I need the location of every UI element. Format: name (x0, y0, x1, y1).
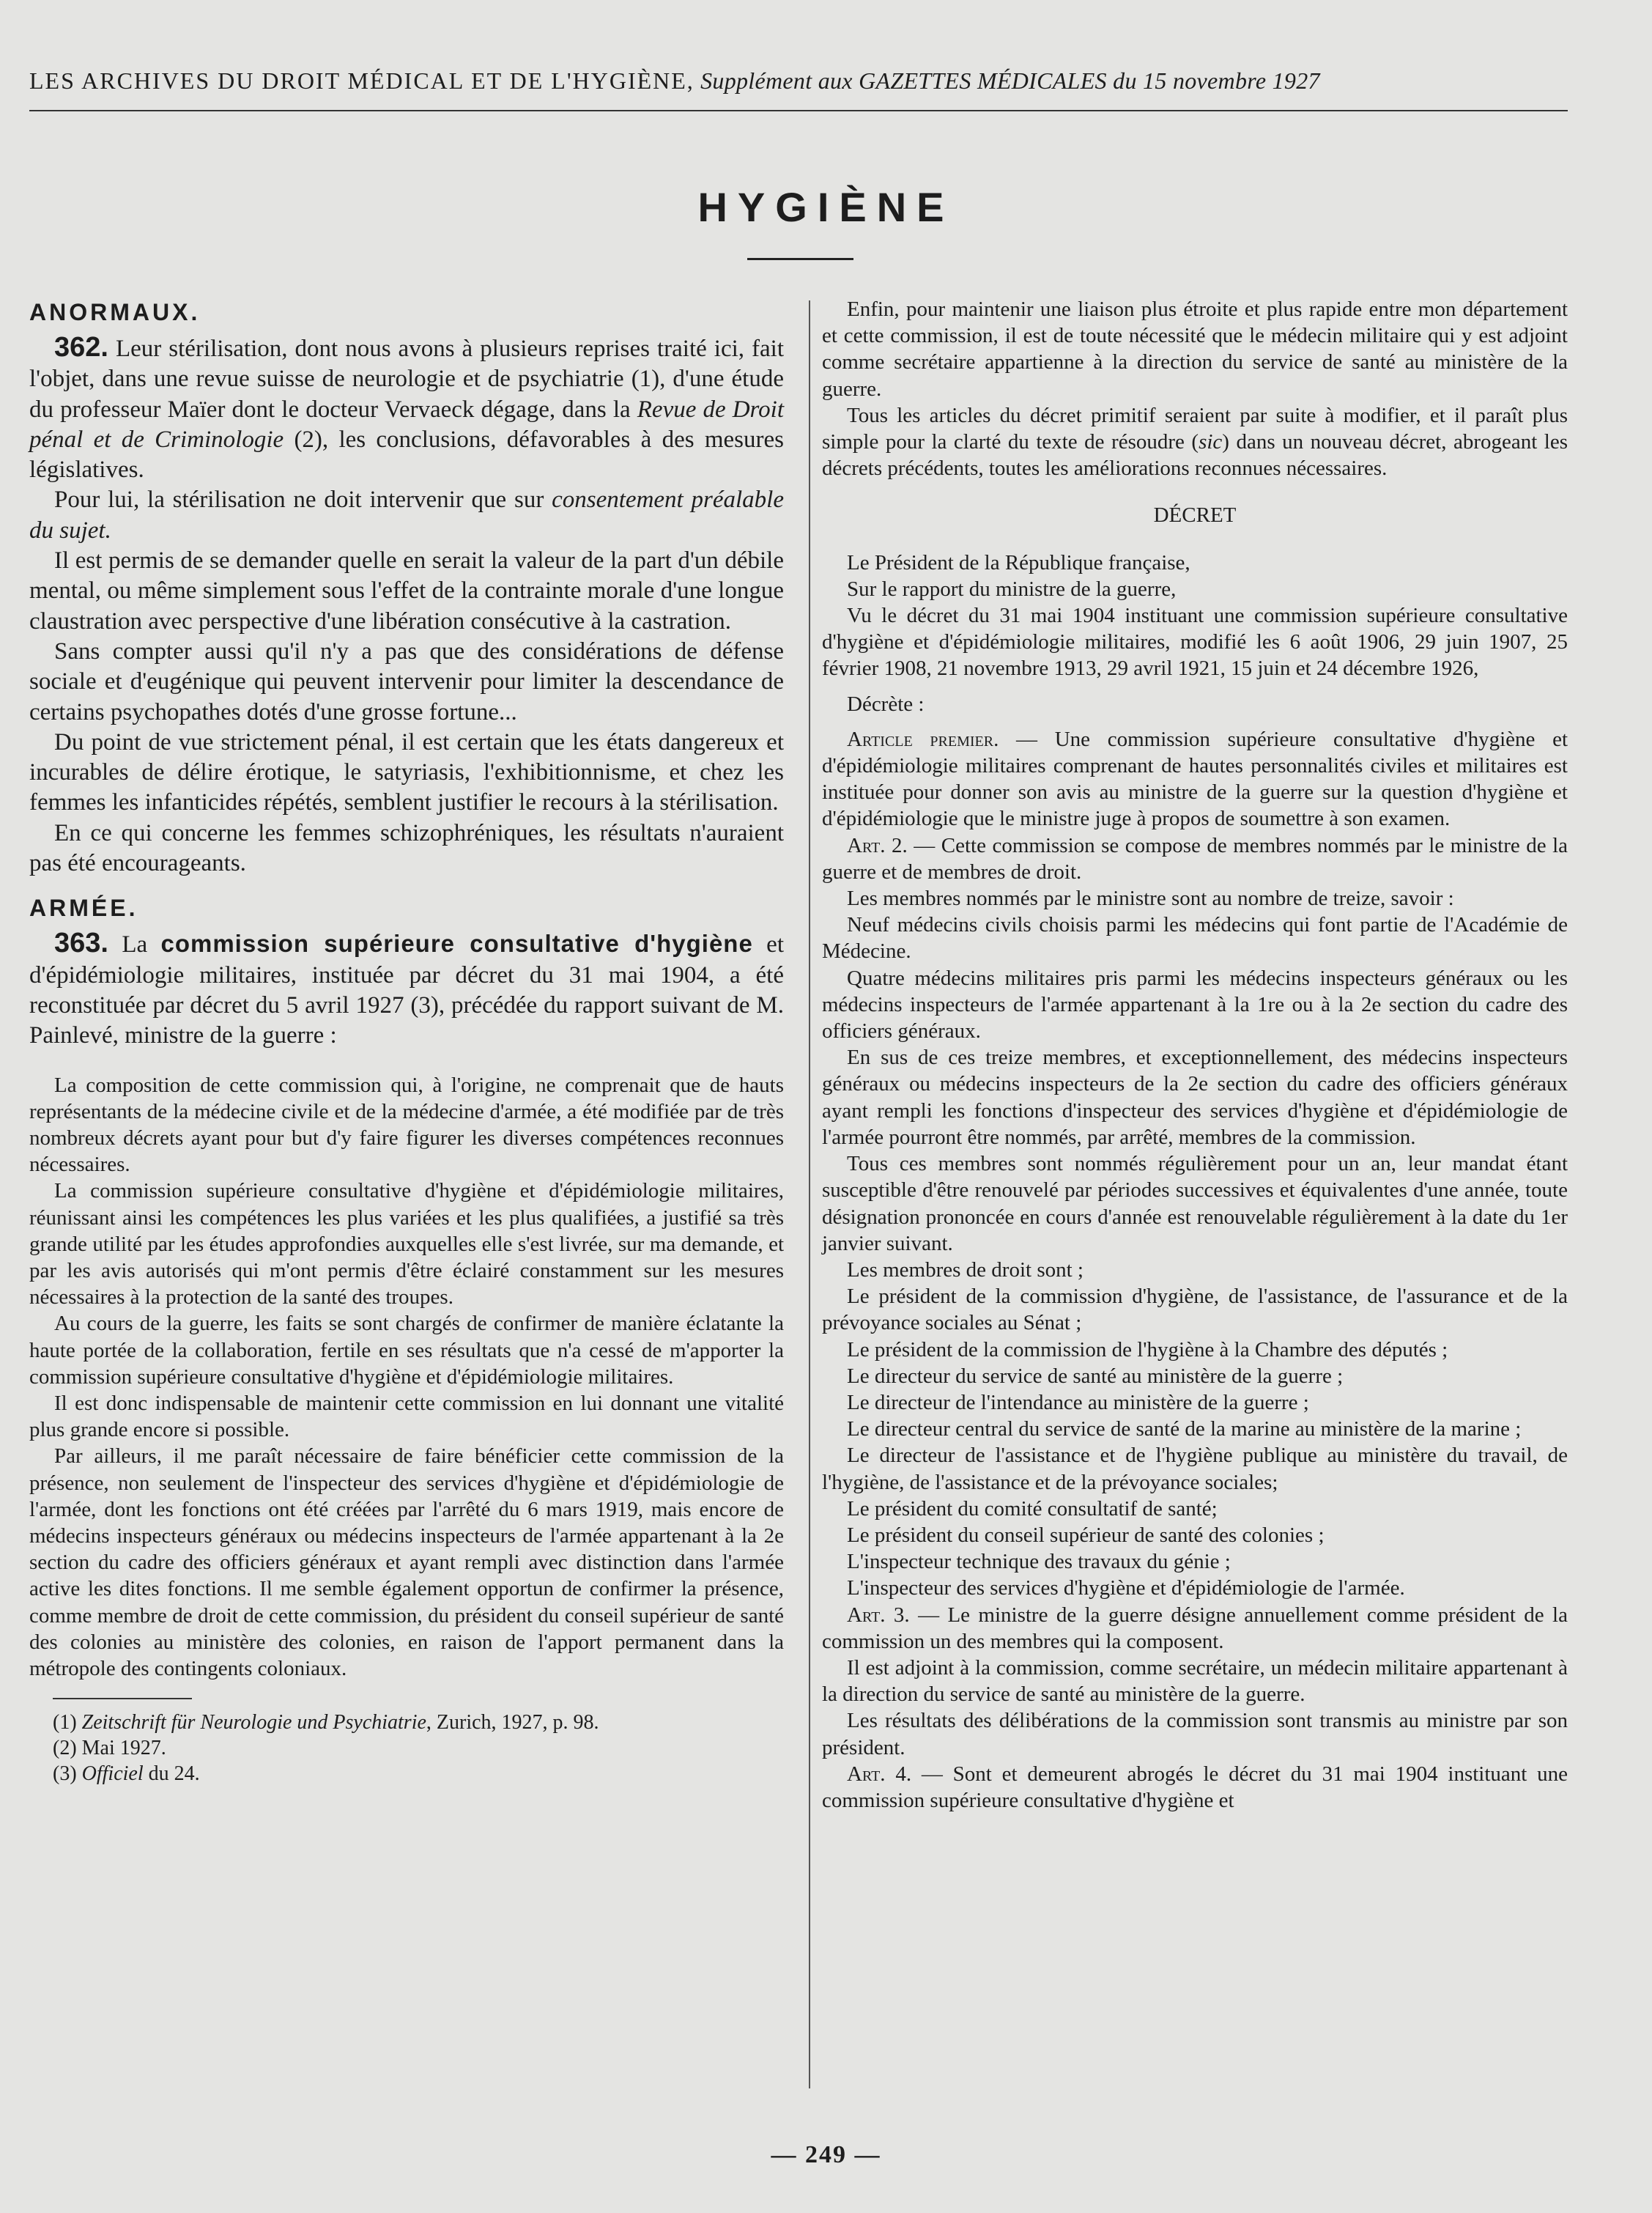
report-paragraph: La composition de cette commission qui, à l'origine, ne comprenait que de hauts représentants de la médecine civile et de la médecine d'armée, a été modifiée par de très nombreux décrets ayant pour but d'y faire figurer les diverses compétences reconnues nécessaires. (29, 1073, 784, 1177)
journal-title: Revue de Droit pénal et de Criminologie (29, 396, 784, 453)
page-number: — 249 — (771, 2141, 881, 2168)
commission-name: commission supérieure consultative d'hygiène (160, 930, 753, 958)
article-1: Article premier. — Une commission supérieure consultative d'hygiène et d'épidémiologie militaires comprenant de hautes personnalités civiles et militaires est instituée pour donner son avis au ministre de la guerre sur la question d'hygiène et d'épidémiologie que le ministre juge à propos de soumettre à son examen. (822, 727, 1568, 831)
paragraph: Les membres de droit sont ; (847, 1257, 1084, 1282)
paragraph: En ce qui concerne les femmes schizophréniques, les résultats n'auraient pas été encourageants. (29, 819, 784, 877)
paragraph: Les membres nommés par le ministre sont au nombre de treize, savoir : (847, 887, 1454, 911)
section-title: HYGIÈNE (697, 184, 955, 230)
decret-heading: DÉCRET (1153, 503, 1237, 528)
column-divider (809, 300, 810, 2088)
article-363-intro: 363. La commission supérieure consultative d'hygiène et d'épidémiologie militaires, instituée par décret du 31 mai 1904, a été reconstituée par décret du 5 avril 1927 (3), précédée du rapport suivant de M. Painlevé, ministre de la guerre : (29, 928, 784, 1049)
article-362-intro: 362. Leur stérilisation, dont nous avons à plusieurs reprises traité ici, fait l'objet, dans une revue suisse de neurologie et de psychiatrie (1), d'une étude du professeur Maïer dont le docteur Vervaeck dégage, dans la Revue de Droit pénal et de Criminologie (2), les conclusions, défavorables à des mesures législatives. (29, 332, 785, 484)
report-paragraph: La commission supérieure consultative d'hygiène et d'épidémiologie militaires, réunissant ainsi les compétences les plus variées et les plus qualifiées, a justifié sa très grande utilité par les études approfondies auxquelles elle s'est livrée, sur ma demande, et par les avis autorisés qui m'ont permis d'être éclairé constamment sur les mesures nécessaires à la protection de la santé des troupes. (29, 1179, 784, 1309)
decree-preamble: Vu le décret du 31 mai 1904 instituant une commission supérieure consultative d'hygiène et d'épidémiologie militaires, modifié les 6 août 1906, 29 juin 1907, 25 février 1908, 21 novembre 1913, 29 avril 1921, 15 juin et 24 décembre 1926, (822, 604, 1568, 681)
report-paragraph: Tous les articles du décret primitif seraient par suite à modifier, et il paraît plus simple pour la clarté du texte de résoudre (sic) dans un nouveau décret, abrogeant les décrets précédents, toutes les améliorations reconnues nécessaires. (822, 403, 1568, 481)
member-item: L'inspecteur technique des travaux du génie ; (847, 1550, 1231, 1574)
article-4: Art. 4. — Sont et demeurent abrogés le décret du 31 mai 1904 instituant une commission supérieure consultative d'hygiène et (822, 1762, 1568, 1812)
member-item: Le président de la commission d'hygiène, de l'assistance, de l'assurance et de la prévoyance sociales au Sénat ; (822, 1285, 1568, 1335)
paragraph: Sans compter aussi qu'il n'y a pas que des considérations de défense sociale et d'eugénique qui peuvent intervenir pour limiter la descendance de certains psychopathes dotés d'une grosse fortune... (29, 638, 784, 725)
decree-preamble: Le Président de la République française, (847, 550, 1190, 575)
report-paragraph: Enfin, pour maintenir une liaison plus étroite et plus rapide entre mon département et cette commission, il est de toute nécessité que le médecin militaire qui y est adjoint comme secrétaire appartienne à la direction du service de santé au ministère de la guerre. (822, 298, 1568, 401)
rubric-armee: ARMÉE. (29, 895, 138, 922)
rubric-anormaux: ANORMAUX. (29, 299, 201, 325)
footnote-2: (2) Mai 1927. (53, 1737, 166, 1760)
paragraph: Il est adjoint à la commission, comme secrétaire, un médecin militaire appartenant à la direction du service de santé au ministère de la guerre. (822, 1655, 1568, 1707)
paragraph: Tous ces membres sont nommés régulièrement pour un an, leur mandat étant susceptible d'être renouvelé par périodes successives et équivalentes d'une année, toute désignation prononcée en cours d'année est renouvelable régulièrement à la date du 1er janvier suivant. (822, 1152, 1568, 1255)
member-item: Le président de la commission de l'hygiène à la Chambre des députés ; (847, 1337, 1448, 1362)
paragraph: Les résultats des délibérations de la commission sont transmis au ministre par son président. (822, 1709, 1568, 1759)
article-label: Art. 2. (847, 833, 908, 857)
paragraph: En sus de ces treize membres, et exceptionnellement, des médecins inspecteurs généraux ou médecins inspecteurs de la 2e section du cadre des officiers généraux ayant rempli les fonctions d'inspecteur des services d'hygiène et d'épidémiologie de l'armée pourront être nommés, par arrêté, membres de la commission. (822, 1046, 1568, 1149)
paragraph: Pour lui, la stérilisation ne doit intervenir que sur consentement préalable du sujet. (29, 487, 784, 544)
article-3: Art. 3. — Le ministre de la guerre désigne annuellement comme président de la commission un des membres qui la composent. (822, 1603, 1568, 1653)
paragraph: Du point de vue strictement pénal, il est certain que les états dangereux et incurables de délire érotique, le satyriasis, l'exhibitionnisme, et chez les femmes les infanticides répétés, semblent justifier le recours à la stérilisation. (29, 728, 784, 816)
report-paragraph: Par ailleurs, il me paraît nécessaire de faire bénéficier cette commission de la présence, non seulement de l'inspecteur des services d'hygiène et d'épidémiologie de l'armée, dont les fonctions ont été créées par l'arrêté du 6 mars 1919, mais encore de médecins inspecteurs généraux ou médecins inspecteurs de l'armée appartenant à la 2e section du cadre des officiers généraux et ayant rempli avec distinction dans l'armée active les dites fonctions. Il me semble également opportun de confirmer la présence, comme membre de droit de cette commission, du président du conseil supérieur de santé des colonies au ministère des colonies, en raison de l'apport permanent dans la métropole des contingents coloniaux. (29, 1444, 784, 1680)
title-rule (747, 258, 853, 260)
decrete: Décrète : (847, 692, 925, 716)
article-label: Art. 3. (847, 1603, 910, 1627)
left-column (29, 296, 784, 1787)
header-rule (29, 110, 1568, 111)
article-number-363: 363. (54, 928, 108, 959)
member-item: Le directeur du service de santé au ministère de la guerre ; (847, 1364, 1344, 1388)
member-item: Le président du conseil supérieur de santé des colonies ; (847, 1523, 1325, 1547)
footnote-3: (3) Officiel du 24. (53, 1762, 200, 1786)
paragraph: Il est permis de se demander quelle en serait la valeur de la part d'un débile mental, ou même simplement sous l'effet de la contrainte morale d'une longue claustration avec perspective d'une libération consécutive à la castration. (29, 547, 784, 635)
article-2: Art. 2. — Cette commission se compose de membres nommés par le ministre de la guerre et de membres de droit. (822, 833, 1568, 884)
running-header (29, 67, 1568, 95)
decree-preamble: Sur le rapport du ministre de la guerre, (847, 577, 1177, 601)
member-item: Le directeur central du service de santé de la marine au ministère de la marine ; (847, 1417, 1522, 1441)
member-item: L'inspecteur des services d'hygiène et d'épidémiologie de l'armée. (847, 1576, 1405, 1600)
paragraph: Neuf médecins civils choisis parmi les médecins qui font partie de l'Académie de Médecine. (822, 913, 1568, 964)
running-header-journal: LES ARCHIVES DU DROIT MÉDICAL ET DE L'HYGIÈNE, (29, 67, 694, 94)
article-label: Article premier. (847, 727, 999, 751)
running-header-supplement: Supplément aux GAZETTES MÉDICALES du 15 novembre 1927 (700, 67, 1320, 94)
right-column (822, 296, 1568, 1814)
article-label: Art. 4. (847, 1762, 912, 1786)
member-item: Le directeur de l'assistance et de l'hygiène publique au ministère du travail, de l'hygiène, de l'assistance et de la prévoyance sociales; (822, 1444, 1568, 1494)
article-number-362: 362. (54, 332, 108, 363)
member-item: Le directeur de l'intendance au ministère de la guerre ; (847, 1390, 1309, 1414)
member-item: Le président du comité consultatif de santé; (847, 1496, 1218, 1521)
report-paragraph: Il est donc indispensable de maintenir cette commission en lui donnant une vitalité plus grande encore si possible. (29, 1391, 784, 1442)
footnote-rule (53, 1698, 192, 1699)
report-paragraph: Au cours de la guerre, les faits se sont chargés de confirmer de manière éclatante la haute portée de la collaboration, fertile en ses résultats que n'a cessé de m'apporter la commission supérieure consultative d'hygiène et d'épidémiologie militaires. (29, 1312, 784, 1389)
paragraph: Quatre médecins militaires pris parmi les médecins inspecteurs généraux ou les médecins inspecteurs de l'armée appartenant à la 1re ou à la 2e section du cadre des officiers généraux. (822, 966, 1568, 1043)
footnote-1: (1) Zeitschrift für Neurologie und Psychiatrie, Zurich, 1927, p. 98. (53, 1711, 599, 1734)
